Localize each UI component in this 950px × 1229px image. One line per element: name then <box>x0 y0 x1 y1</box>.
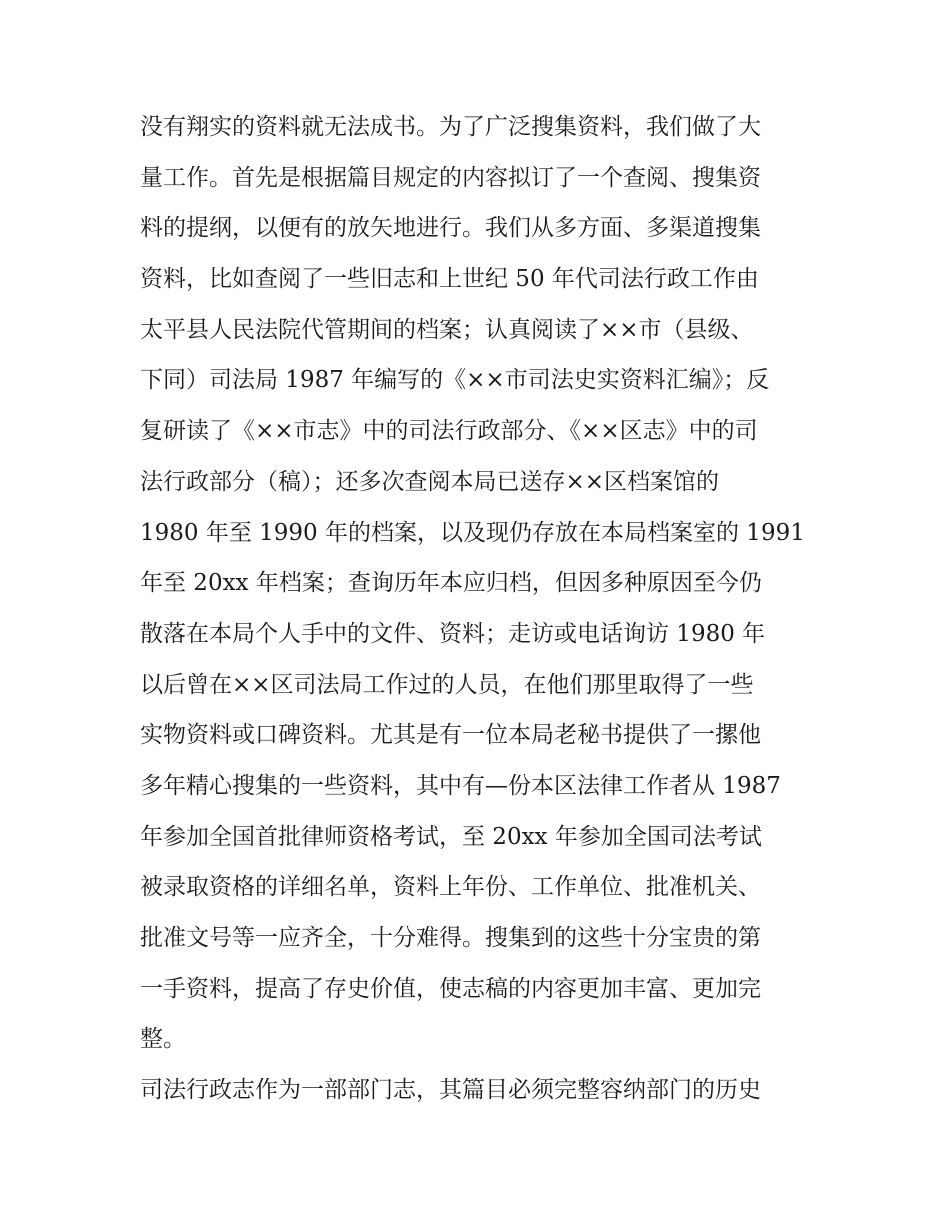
text-line: 年参加全国首批律师资格考试，至 20xx 年参加全国司法考试 <box>140 823 762 850</box>
text-line: 料的提纲，以便有的放矢地进行。我们从多方面、多渠道搜集 <box>140 215 761 242</box>
text-line: 没有翔实的资料就无法成书。为了广泛搜集资料，我们做了大 <box>140 114 761 140</box>
text-line: 太平县人民法院代管期间的档案；认真阅读了××市（县级、 <box>140 316 754 343</box>
text-line: 一手资料，提高了存史价值，使志稿的内容更加丰富、更加完 <box>140 975 761 1002</box>
text-line: 复研读了《××市志》中的司法行政部分、《××区志》中的司 <box>140 418 758 445</box>
body-text <box>140 102 820 1116</box>
text-line: 资料，比如查阅了一些旧志和上世纪 50 年代司法行政工作由 <box>140 266 759 293</box>
text-line: 批准文号等一应齐全，十分难得。搜集到的这些十分宝贵的第 <box>140 925 761 951</box>
text-line: 多年精心搜集的一些资料，其中有—份本区法律工作者从 1987 <box>140 772 781 799</box>
text-line: 量工作。首先是根据篇目规定的内容拟订了一个查阅、搜集资 <box>140 164 761 191</box>
text-line: 以后曾在××区司法局工作过的人员，在他们那里取得了一些 <box>140 671 754 698</box>
text-line: 年至 20xx 年档案；查询历年本应归档，但因多种原因至今仍 <box>140 570 762 597</box>
text-line: 司法行政志作为一部部门志，其篇目必须完整容纳部门的历史 <box>140 1077 761 1104</box>
text-line: 被录取资格的详细名单，资料上年份、工作单位、批准机关、 <box>140 874 761 901</box>
text-line: 法行政部分（稿）；还多次查阅本局已送存××区档案馆的 <box>140 468 720 495</box>
text-line: 1980 年至 1990 年的档案，以及现仍存放在本局档案室的 1991 <box>140 519 805 546</box>
text-line: 散落在本局个人手中的文件、资料；走访或电话询访 1980 年 <box>140 620 766 647</box>
text-line: 下同）司法局 1987 年编写的《××市司法史实资料汇编》；反 <box>140 367 770 394</box>
text-line: 整。 <box>140 1026 186 1053</box>
text-line: 实物资料或口碑资料。尤其是有一位本局老秘书提供了一摞他 <box>140 722 761 749</box>
